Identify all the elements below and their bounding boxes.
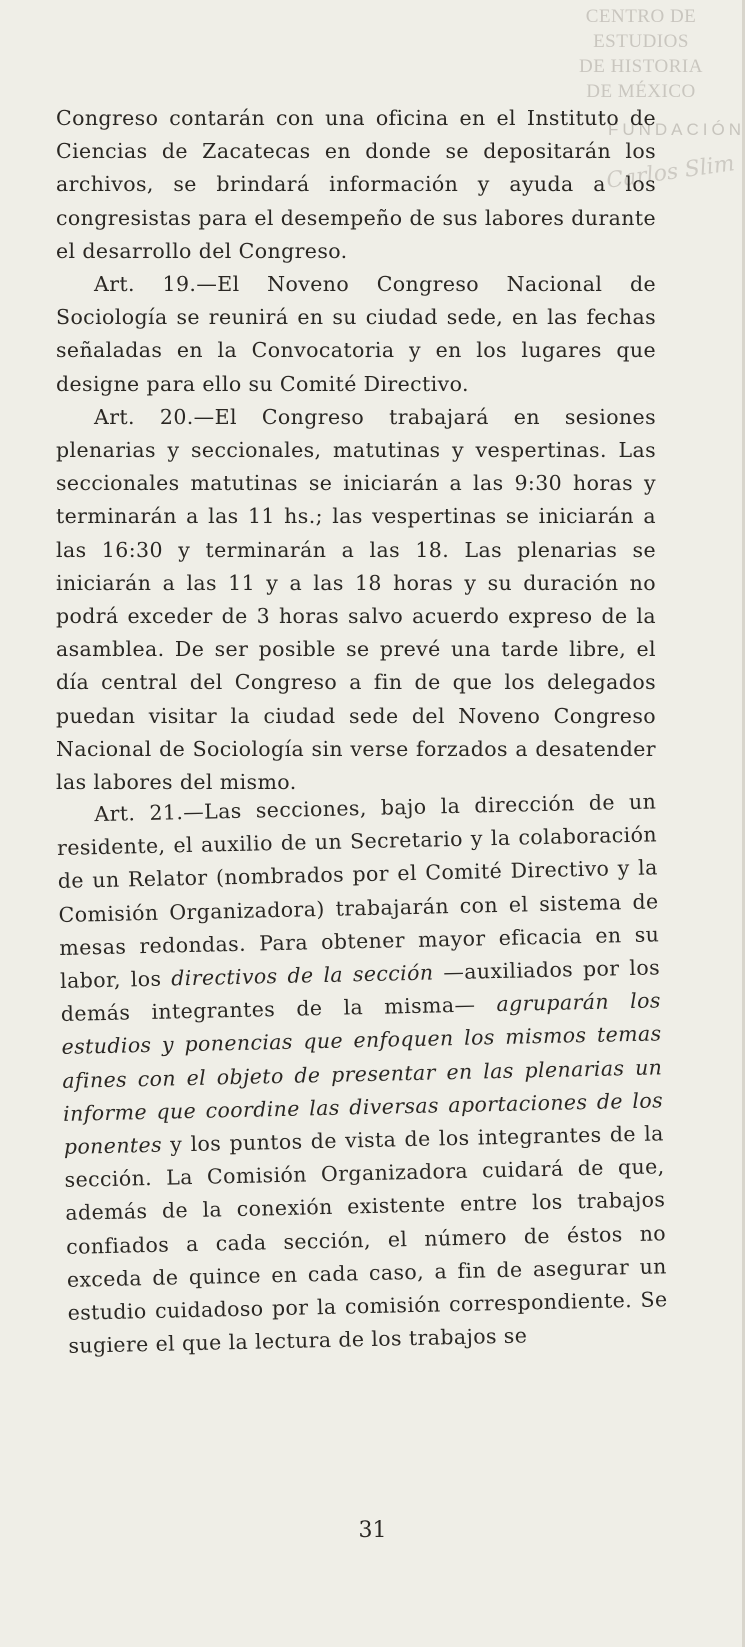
paragraph-art-21 bbox=[56, 786, 669, 1364]
signature-watermark: Carlos Slim bbox=[604, 151, 737, 194]
italic-run: directivos de la sección bbox=[170, 960, 434, 991]
page-number: 31 bbox=[358, 1518, 387, 1543]
foundation-watermark: FUNDACIÓN bbox=[607, 120, 745, 139]
watermark-line: CENTRO DE bbox=[585, 6, 697, 27]
text-run: —auxiliados por los demás integrantes de la misma— bbox=[60, 955, 661, 1027]
body-text bbox=[56, 102, 668, 1364]
italic-run: agruparán los estudios y ponencias que enfoquen los mismos temas afines con el objeto de presentar en las plenarias un informe que coordine las diversas aportaciones de los ponentes bbox=[61, 988, 664, 1160]
watermark-line: DE MÉXICO bbox=[586, 81, 696, 102]
paragraph: Congreso contarán con una oficina en el Instituto de Ciencias de Zacatecas en donde se depositarán los archivos, se brindará información y ayuda a los congresistas para el desempeño de sus labores durante el desarrollo del Congreso. bbox=[56, 106, 656, 263]
watermark-line: DE HISTORIA bbox=[579, 56, 703, 77]
paragraph-art-20: Art. 20.—El Congreso trabajará en sesiones plenarias y seccionales, matutinas y vespertinas. Las seccionales matutinas se iniciarán a las 9:30 horas y terminarán a las 11 hs.; las vespertinas se iniciarán a las 16:30 y terminarán a las 18. Las plenarias se iniciarán a las 11 y a las 18 horas y su duración no podrá exceder de 3 horas salvo acuerdo expreso de la asamblea. De ser posible se prevé una tarde libre, el día central del Congreso a fin de que los delegados puedan visitar la ciudad sede del Noveno Congreso Nacional de Sociología sin verse forzados a desatender las labores del mismo. bbox=[56, 404, 656, 795]
text-run: y los puntos de vista de los integrantes de la sección. La Comisión Organizadora cuidará de que, además de la conexión existente entre los trabajos confiados a cada sección, el número de éstos no exceda de quince en cada caso, a fin de asegurar un estudio cuidadoso por la comisión correspondiente. Se sugiere el que la lectura de los trabajos se bbox=[64, 1121, 668, 1359]
paragraph-art-19: Art. 19.—El Noveno Congreso Nacional de Sociología se reunirá en su ciudad sede, en las fechas señaladas en la Convocatoria y en los lugares que designe para ello su Comité Directivo. bbox=[56, 272, 656, 396]
text-run: Art. 21.—Las secciones, bajo la dirección de un residente, el auxilio de un Secretario y la colaboración de un Relator (nombrados por el Comité Directivo y la Comisión Organizadora) trabajarán con el sistema de mesas redondas. Para obtener mayor eficacia en su labor, los bbox=[56, 789, 660, 994]
watermark-line: ESTUDIOS bbox=[593, 31, 689, 52]
archive-watermark bbox=[551, 4, 731, 104]
